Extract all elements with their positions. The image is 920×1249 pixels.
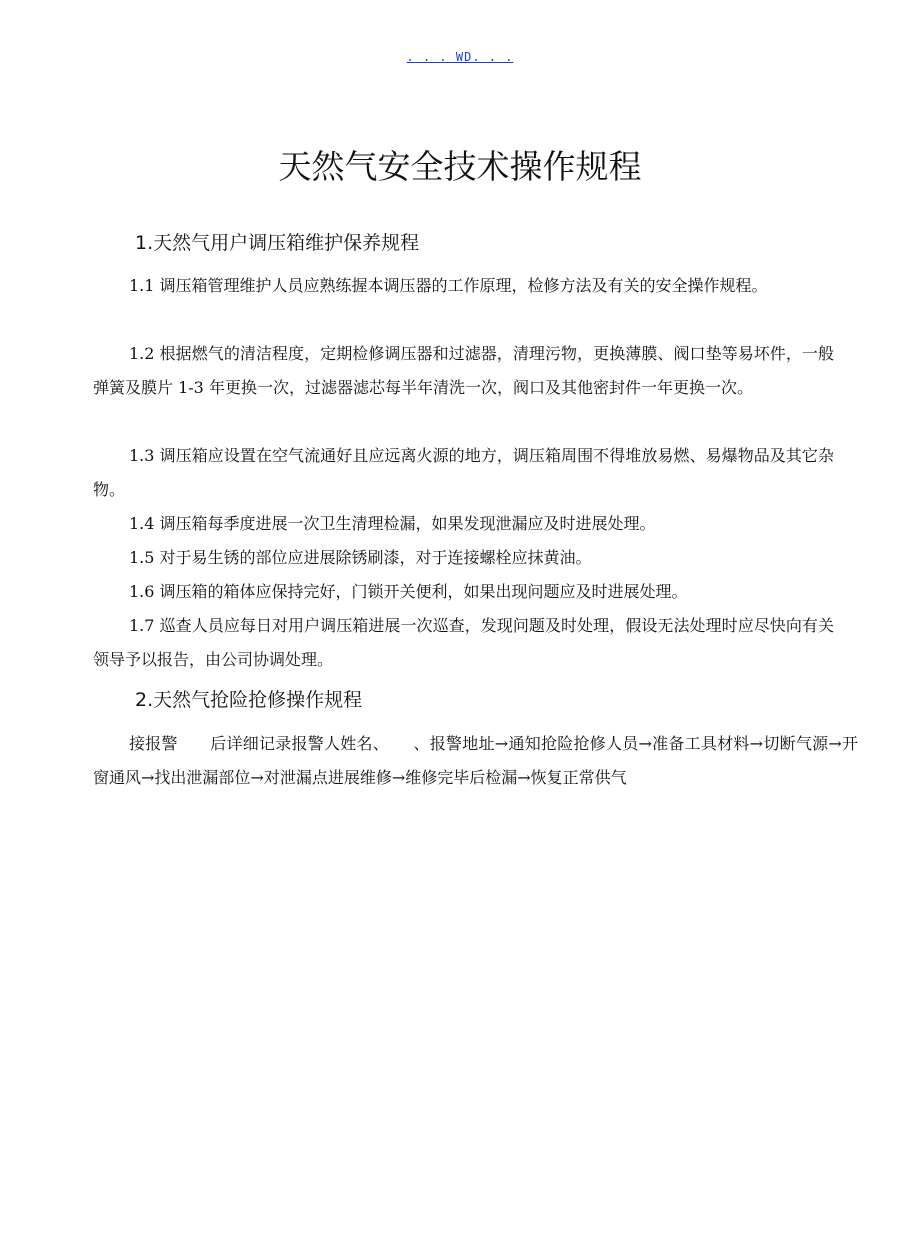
paragraph-1-4: 1.4 调压箱每季度进展一次卫生清理检漏，如果发现泄漏应及时进展处理。 bbox=[129, 514, 656, 533]
paragraph-1-3: 1.3 调压箱应设置在空气流通好且应远离火源的地方，调压箱周围不得堆放易燃、易爆物品及其它杂物。 bbox=[93, 446, 834, 499]
paragraph-1-5: 1.5 对于易生锈的部位应进展除锈刷漆，对于连接螺栓应抹黄油。 bbox=[129, 548, 592, 567]
document-title: 天然气安全技术操作规程 bbox=[278, 147, 642, 186]
paragraph-2-1: 接报警 后详细记录报警人姓名、 、报警地址→通知抢险抢修人员→准备工具材料→切断气源→开窗通风→找出泄漏部位→对泄漏点进展维修→维修完毕后检漏→恢复正常供气 bbox=[93, 734, 858, 787]
paragraph-1-2: 1.2 根据燃气的清洁程度，定期检修调压器和过滤器，清理污物，更换薄膜、阀口垫等易坏件，一般弹簧及膜片 1-3 年更换一次，过滤器滤芯每半年清洗一次，阀口及其他密封件一年更换一次。 bbox=[93, 344, 834, 397]
section-heading-1: 1.天然气用户调压箱维护保养规程 bbox=[135, 232, 420, 254]
section-heading-2: 2.天然气抢险抢修操作规程 bbox=[135, 689, 363, 711]
paragraph-1-7: 1.7 巡查人员应每日对用户调压箱进展一次巡查，发现问题及时处理，假设无法处理时应尽快向有关领导予以报告，由公司协调处理。 bbox=[93, 616, 834, 669]
paragraph-1-1: 1.1 调压箱管理维护人员应熟练握本调压器的工作原理，检修方法及有关的安全操作规程。 bbox=[129, 276, 768, 295]
paragraph-1-6: 1.6 调压箱的箱体应保持完好，门锁开关便利，如果出现问题应及时进展处理。 bbox=[129, 582, 688, 601]
header-watermark-link[interactable]: . . . WD. . . bbox=[406, 50, 514, 64]
